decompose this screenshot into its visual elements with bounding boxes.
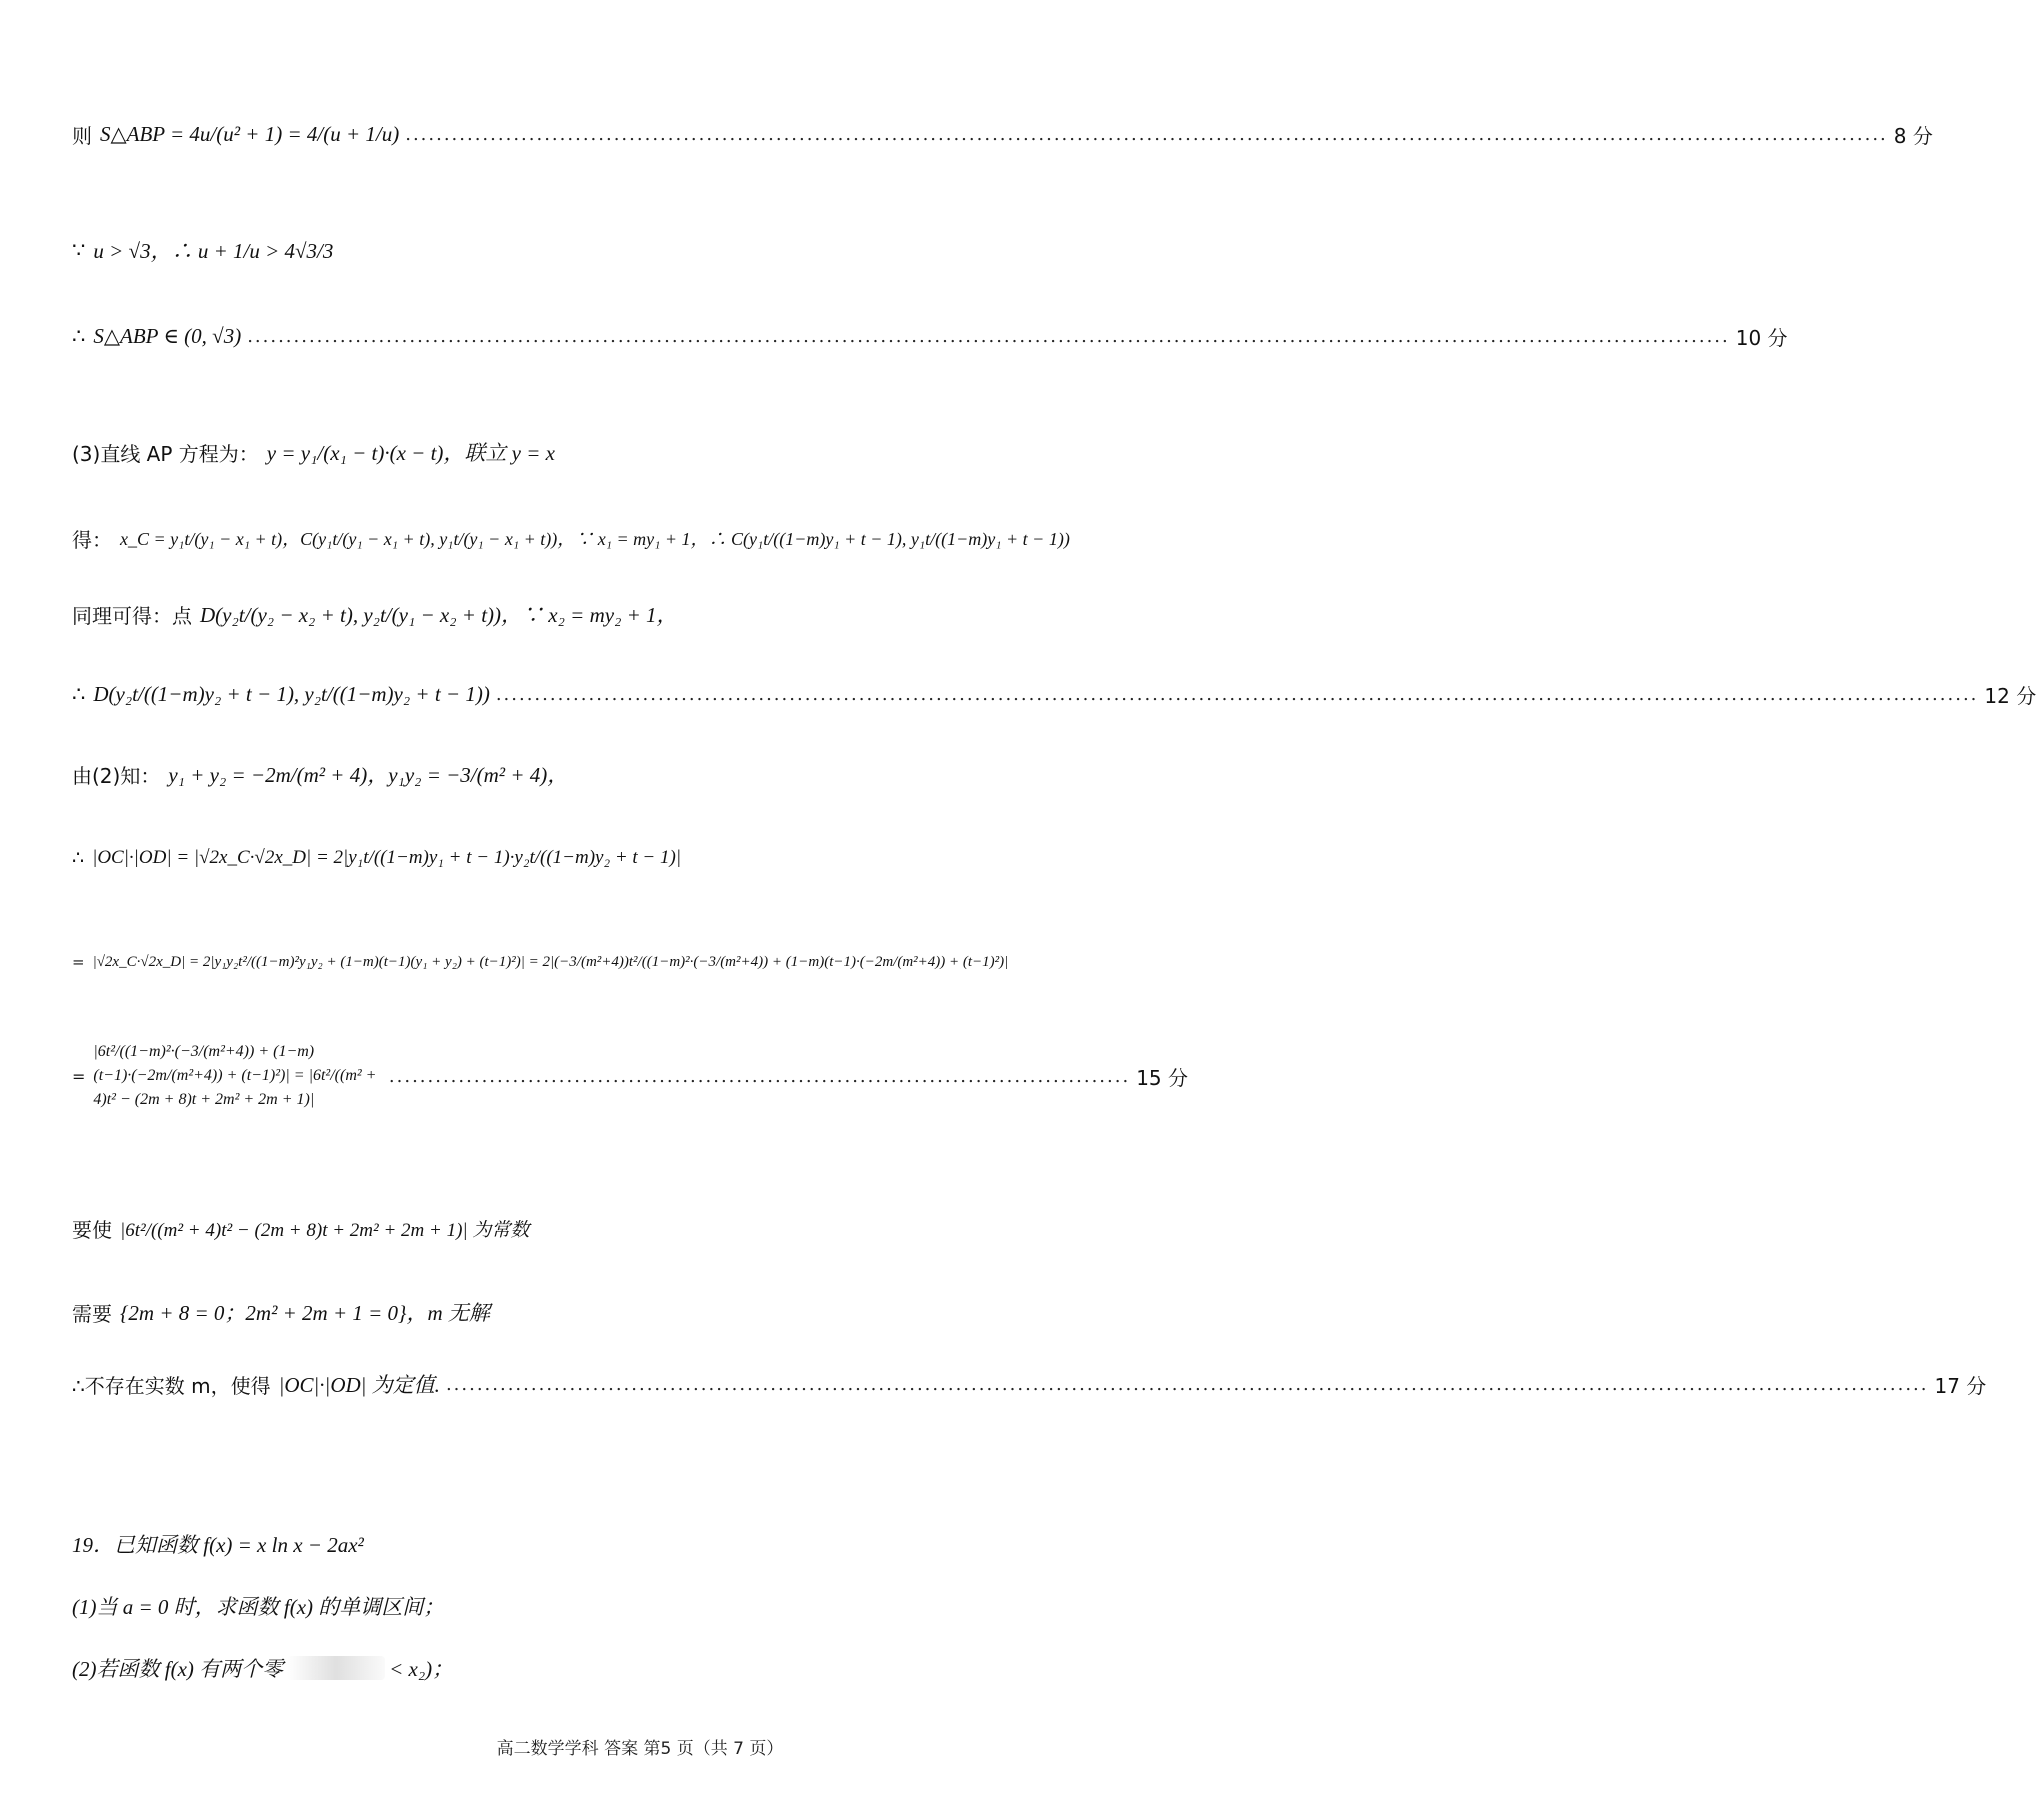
formula: y₁ + y₂ = −2m/(m² + 4)，y₁y₂ = −3/(m² + 4)，: [168, 763, 569, 787]
lead-text: 由(2)知：: [72, 763, 161, 788]
blurred-region: [287, 1656, 385, 1680]
formula: y = y₁/(x₁ − t)·(x − t)，联立 y = x: [266, 441, 555, 465]
leader-dots: ................................................................................................................................................................................................: [405, 123, 1888, 145]
lead-text: (3)直线 AP 方程为：: [72, 441, 259, 466]
lead-text: ∴不存在实数 m，使得: [72, 1373, 271, 1398]
leader-dots: ................................................................................................................................................................................................: [445, 1373, 1929, 1395]
lead-text: ∴: [72, 324, 86, 348]
line-ap-equation: [72, 432, 555, 472]
lead-text: ∵: [72, 238, 86, 262]
score-label: 10 分: [1735, 325, 1788, 350]
lead-text: 要使: [72, 1217, 112, 1242]
line-point-c: [72, 516, 1070, 560]
line-constant-condition: [72, 1206, 529, 1250]
lead-text: 同理可得：点: [72, 603, 192, 628]
line-system: [72, 1286, 490, 1338]
formula: S△ABP = 4u/(u² + 1) = 4/(u + 1/u): [100, 121, 400, 146]
formula: x_C = y₁t/(y₁ − x₁ + t)，C(y₁t/(y₁ − x₁ + t), y₁t/(y₁ − x₁ + t))，∵ x₁ = my₁ + 1，∴ C(y₁t/((1−m)y₁ + t − 1), y₁t/((1−m)y₁ + t − 1)): [120, 529, 1070, 549]
question-part: (2)若函数 f(x) 有两个零: [72, 1657, 284, 1681]
line-u-bound: [72, 230, 333, 270]
formula: D(y₂t/((1−m)y₂ + t − 1), y₂t/((1−m)y₂ + t − 1)): [93, 681, 490, 706]
lead-text: ∴: [72, 682, 86, 706]
line-point-d: [72, 672, 2036, 716]
question-title: 19．已知函数 f(x) = x ln x − 2ax²: [72, 1533, 364, 1557]
formula: |6t²/((m² + 4)t² − (2m + 8)t + 2m² + 2m + 1)| 为常数: [120, 1219, 530, 1241]
formula: |√2x_C·√2x_D| = 2|y₁y₂t²/((1−m)²y₁y₂ + (1−m)(t−1)(y₁ + y₂) + (t−1)²)| = 2|(−3/(m²+4))t²/((1−m)²·(−3/(m²+4)) + (1−m)(t−1)·(−2m/(m²+4)) + (t−1)²)|: [92, 954, 1009, 970]
score-label: 12 分: [1984, 683, 2036, 708]
formula: |6t²/((1−m)²·(−3/(m²+4)) + (1−m)(t−1)·(−2m/(m²+4)) + (t−1)²)| = |6t²/((m² + 4)t² − (2m + 8)t + 2m² + 2m + 1)|: [93, 1043, 377, 1108]
lead-text: ∴: [72, 847, 85, 869]
formula: S△ABP ∈ (0, √3): [93, 323, 242, 348]
lead-text: 需要: [72, 1301, 112, 1326]
score-label: 15 分: [1136, 1065, 1188, 1090]
q19-part2: [72, 1648, 453, 1688]
line-oc-od-product: [72, 836, 681, 880]
score-label: 17 分: [1934, 1373, 1987, 1398]
lead-text: =: [72, 953, 85, 971]
line-expand-2: [72, 1044, 1188, 1108]
formula: u > √3，∴ u + 1/u > 4√3/3: [93, 239, 334, 263]
question-part: (1)当 a = 0 时，求函数 f(x) 的单调区间；: [72, 1595, 445, 1619]
formula: |OC|·|OD| 为定值.: [278, 1373, 440, 1397]
lead-text: 则: [72, 123, 92, 148]
score-label: 8 分: [1893, 123, 1933, 148]
page-footer: 高二数学学科 答案 第5 页（共 7 页）: [496, 1739, 784, 1759]
q19-title: [72, 1524, 364, 1564]
line-point-d-first: [72, 592, 678, 636]
leader-dots: ................................................................................................................................................................................................: [495, 683, 1979, 705]
leader-dots: ................................................................................................: [388, 1065, 1131, 1087]
question-part-tail: < x₂)；: [389, 1657, 454, 1681]
formula: D(y₂t/(y₂ − x₂ + t), y₂t/(y₁ − x₂ + t))，∵ x₂ = my₂ + 1，: [200, 603, 678, 627]
formula: |OC|·|OD| = |√2x_C·√2x_D| = 2|y₁t/((1−m)y₁ + t − 1)·y₂t/((1−m)y₂ + t − 1)|: [92, 847, 682, 868]
q19-part1: [72, 1586, 444, 1626]
line-conclusion: [72, 1362, 1987, 1406]
line-area-formula: [72, 112, 1933, 156]
leader-dots: ................................................................................................................................................................................................: [247, 325, 1730, 347]
line-expand-1: [72, 930, 1188, 994]
line-area-range: [72, 316, 1788, 356]
formula: {2m + 8 = 0；2m² + 2m + 1 = 0}，m 无解: [120, 1301, 490, 1325]
line-vieta: [72, 752, 568, 796]
lead-text: 得：: [72, 527, 112, 552]
lead-text: =: [72, 1066, 86, 1086]
